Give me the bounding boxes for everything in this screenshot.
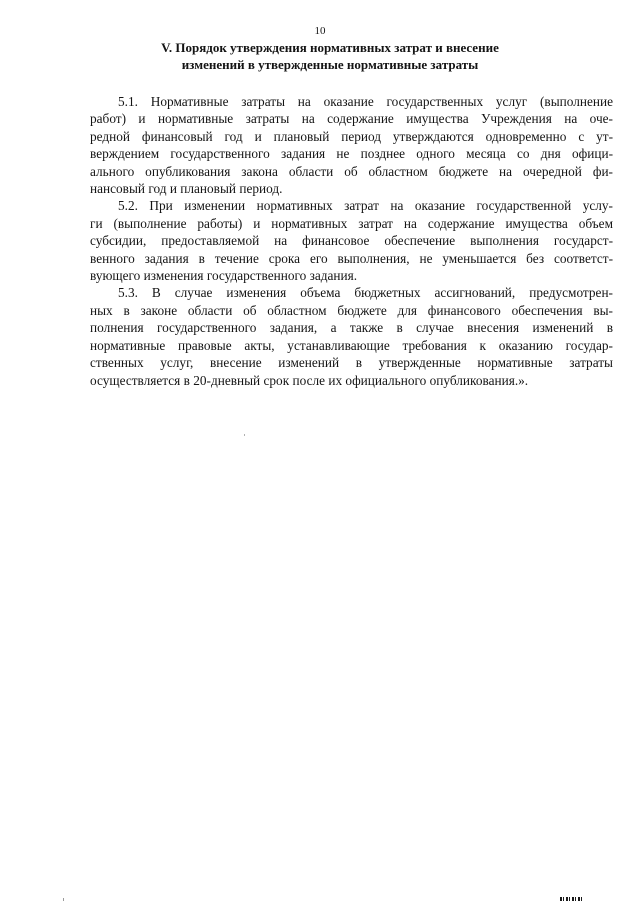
section-title-line-1: V. Порядок утверждения нормативных затрат и внесение	[161, 40, 499, 55]
text-line: субсидии, предоставляемой на финансовое обеспечение выполнения государст-	[90, 233, 613, 249]
paragraph-5-3	[90, 284, 613, 388]
text-line: ги (выполнение работы) и нормативных затрат на содержание имущества объем	[90, 215, 613, 231]
paragraph-5-1	[90, 93, 613, 197]
text-line: 5.2. При изменении нормативных затрат на оказание государственной услу-	[118, 198, 613, 214]
text-line: верждением государственного задания не позднее одного месяца со дня офици-	[90, 146, 613, 162]
text-line: 5.3. В случае изменения объема бюджетных ассигнований, предусмотрен-	[118, 285, 613, 301]
text-line: ального опубликования закона области об областном бюджете на очередной фи-	[90, 163, 613, 179]
text-line: ных в законе области об областном бюджете для финансового обеспечения вы-	[90, 302, 613, 318]
text-line: ственных услуг, внесение изменений в утвержденные нормативные затраты	[90, 355, 613, 371]
text-line: вующего изменения государственного задания.	[90, 268, 358, 284]
scan-speck	[244, 434, 245, 436]
text-line: работ) и нормативные затраты на содержание имущества Учреждения на оче-	[90, 111, 613, 127]
page-number: 10	[314, 25, 326, 37]
text-line: осуществляется в 20-дневный срок после их официального опубликования.».	[90, 372, 529, 388]
section-title-line-2: изменений в утвержденные нормативные затраты	[181, 57, 479, 72]
paragraph-5-2	[90, 197, 613, 284]
text-line: 5.1. Нормативные затраты на оказание государственных услуг (выполнение	[118, 94, 613, 109]
text-line: полнения государственного задания, а также в случае внесения изменений в	[90, 320, 613, 336]
scan-barcode-mark	[560, 897, 582, 901]
section-body	[90, 93, 613, 389]
text-line: нормативные правовые акты, устанавливающие требования к оказанию государ-	[90, 337, 613, 353]
scan-speck	[63, 898, 64, 901]
text-line: нансовый год и плановый период.	[90, 181, 283, 197]
section-title	[84, 39, 576, 73]
text-line: редной финансовый год и плановый период утверждаются одновременно с ут-	[90, 128, 613, 144]
text-line: венного задания в течение срока его выполнения, не уменьшается без соответст-	[90, 250, 613, 266]
